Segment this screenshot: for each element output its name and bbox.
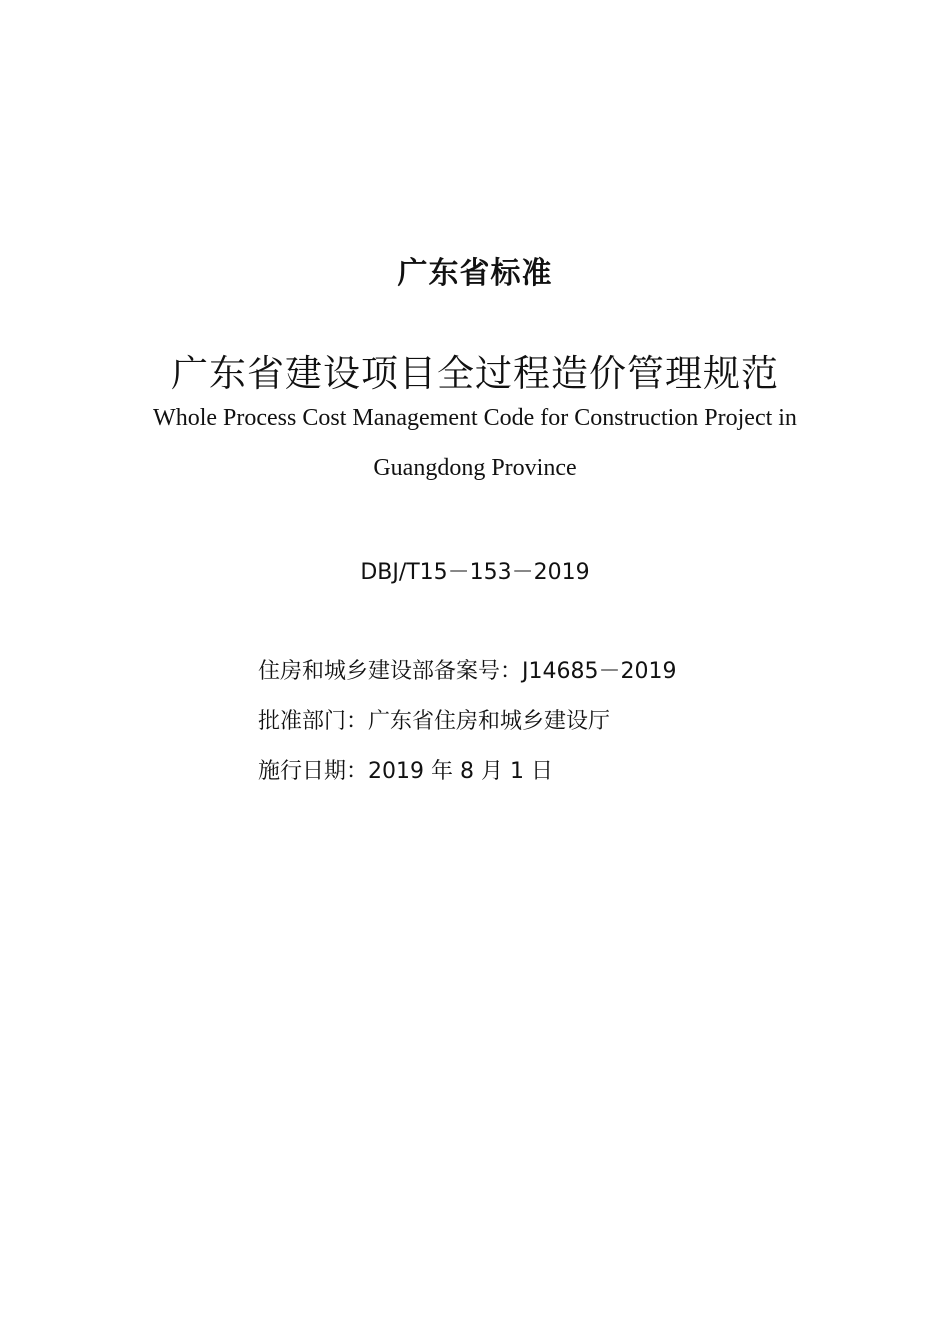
registration-label: 住房和城乡建设部备案号：: [258, 659, 523, 684]
effective-date-value: 2019 年 8 月 1 日: [368, 759, 553, 784]
registration-value: J14685－2019: [522, 659, 677, 684]
standard-category: 广东省标准: [397, 256, 553, 291]
approval-label: 批准部门：: [258, 709, 369, 734]
title-english-line1: Whole Process Cost Management Code for Construction Project in: [153, 405, 797, 431]
effective-date-line: [258, 754, 553, 785]
registration-line: [258, 654, 676, 685]
title-english-line2: Guangdong Province: [373, 455, 577, 481]
standard-code: DBJ/T15－153－2019: [360, 560, 590, 585]
title-chinese: 广东省建设项目全过程造价管理规范: [171, 352, 779, 395]
approval-value: 广东省住房和城乡建设厅: [368, 709, 611, 734]
approval-line: [258, 704, 610, 735]
effective-date-label: 施行日期：: [258, 759, 369, 784]
